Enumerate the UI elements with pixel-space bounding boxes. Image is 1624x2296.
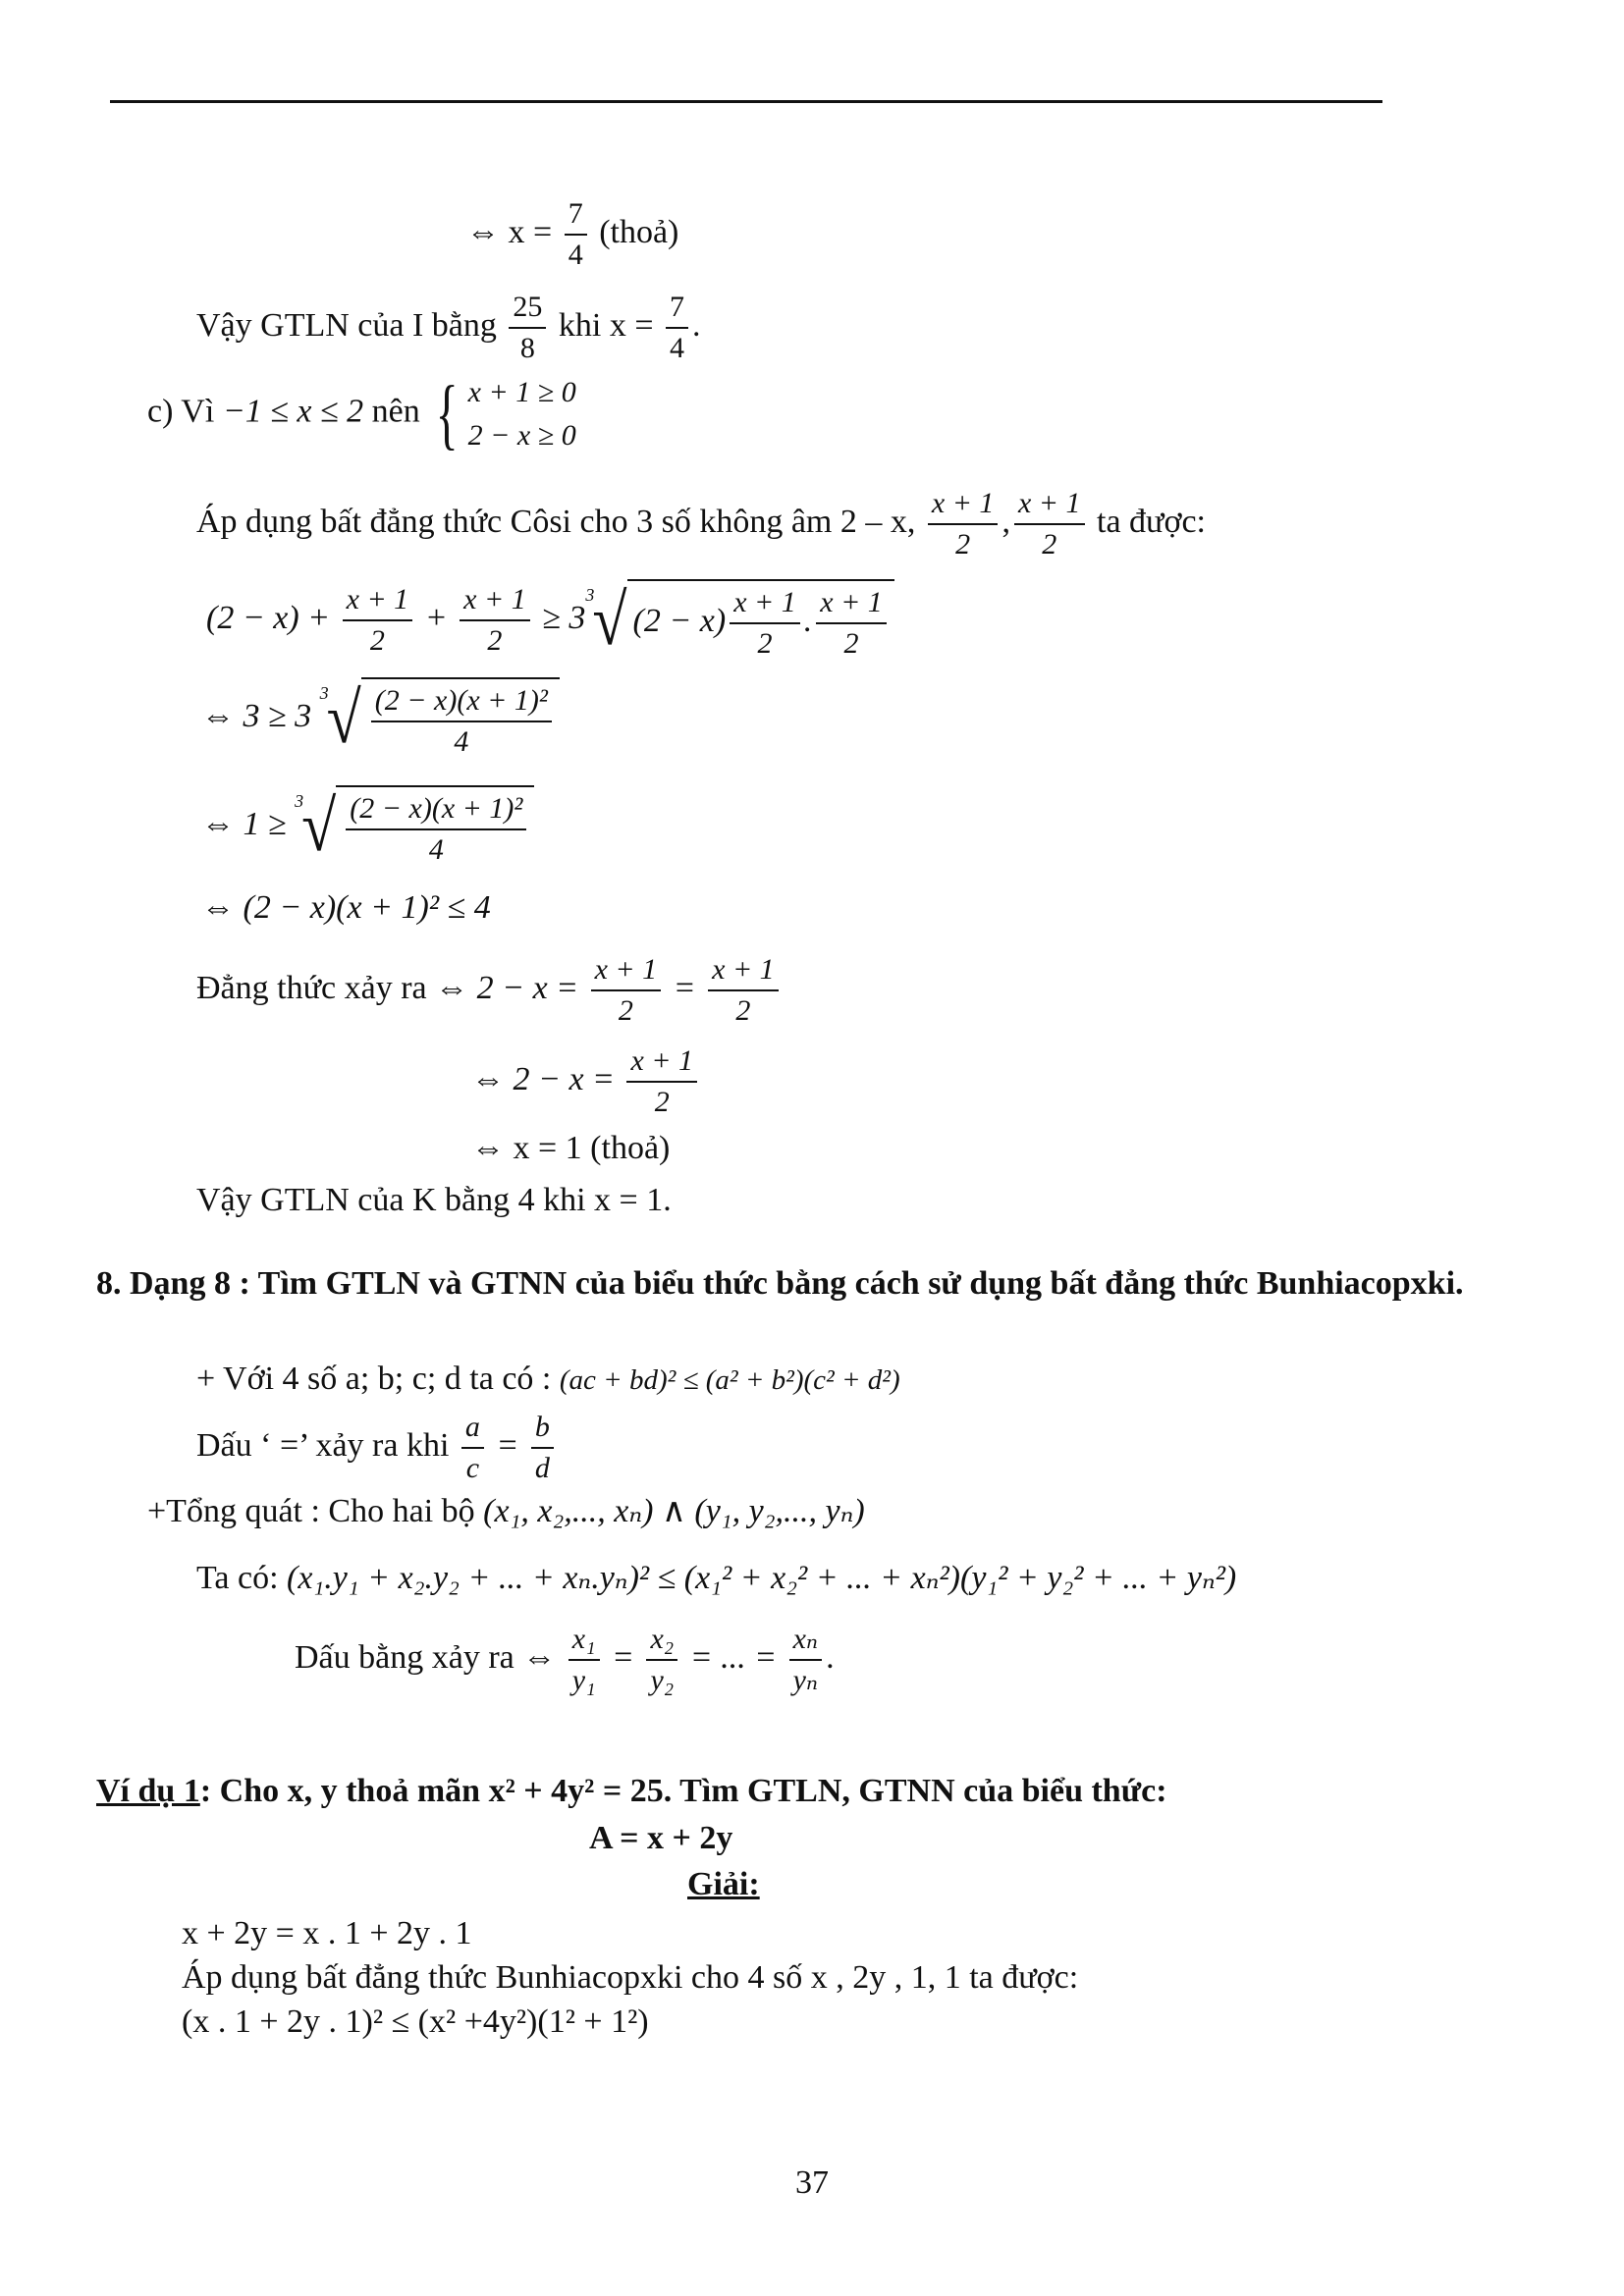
cube-root: [295, 785, 534, 868]
numerator: x + 1: [626, 1043, 697, 1083]
denominator: 2: [757, 627, 773, 660]
solution-line-1: [182, 1914, 472, 1952]
math: =: [603, 1638, 643, 1676]
line-x-equals-1: [471, 1129, 670, 1167]
denominator: y₁: [571, 1664, 596, 1696]
text: ,: [1001, 503, 1010, 540]
condition-1: x + 1 ≥ 0: [467, 376, 576, 408]
fraction: [708, 952, 779, 1029]
line-x-equals-7-4: [466, 196, 678, 273]
math: =: [487, 1426, 527, 1464]
denominator: 4: [568, 239, 583, 271]
fraction: [343, 582, 413, 659]
line-gtln-i: [196, 290, 701, 366]
text: (x . 1 + 2y . 1)² ≤ (x² +4y²)(1² + 1²): [182, 2003, 649, 2040]
math: ⇔ 2 − x =: [435, 969, 587, 1006]
math: (x₁, x₂,..., xₙ) ∧ (y₁, y₂,..., yₙ): [483, 1493, 865, 1529]
math: ⇔ 1 ≥: [201, 805, 296, 842]
text: Dấu bằng xảy ra ⇔: [295, 1638, 565, 1676]
text: Áp dụng bất đẳng thức Côsi cho 3 số không âm 2 – x,: [196, 503, 924, 540]
solution-line-2: [182, 1958, 1078, 1997]
line-equality-2: [471, 1043, 701, 1120]
system-brace: [428, 371, 575, 456]
numerator: b: [531, 1410, 554, 1449]
denominator: 2: [487, 624, 503, 657]
text: nên: [363, 393, 429, 430]
line-gtln-k: [196, 1181, 672, 1219]
text: khi x =: [550, 306, 663, 344]
numerator: x₁: [568, 1622, 600, 1661]
cube-root: [585, 579, 893, 662]
text: ⇔ x = 1 (thoả): [471, 1130, 671, 1166]
denominator: d: [534, 1452, 550, 1484]
fraction: [509, 290, 546, 366]
numerator: x + 1: [460, 582, 530, 621]
fraction: [730, 585, 800, 662]
line-equality-1: [196, 952, 783, 1029]
denominator: c: [465, 1452, 480, 1484]
fraction: [461, 1410, 484, 1486]
numerator: x₂: [646, 1622, 677, 1661]
numerator: x + 1: [928, 486, 999, 525]
line-general-inequality: [196, 1559, 1236, 1597]
solution-line-3: [182, 2002, 649, 2041]
numerator: x + 1: [816, 585, 887, 624]
numerator: a: [461, 1410, 484, 1449]
root-index: 3: [295, 791, 304, 811]
section-8-title: [96, 1264, 1557, 1305]
text: Đẳng thức xảy ra: [196, 969, 436, 1006]
denominator: 2: [843, 627, 859, 660]
denominator: 8: [519, 332, 535, 364]
line-cosi-inequality: [206, 579, 894, 662]
numerator: 7: [666, 290, 688, 329]
fraction: [1014, 486, 1085, 562]
math: .: [803, 602, 813, 639]
brace-symbol: {: [435, 370, 459, 457]
fraction: [531, 1410, 554, 1486]
fraction: [460, 582, 530, 659]
math: (x₁.y₁ + x₂.y₂ + ... + xₙ.yₙ)² ≤ (x₁² + x₂² + ... + xₙ²)(y₁² + y₂² + ... + yₙ²): [287, 1560, 1237, 1596]
line-general: [147, 1492, 865, 1530]
denominator: 2: [735, 994, 751, 1027]
numerator: 7: [565, 196, 587, 236]
denominator: 2: [1042, 528, 1057, 561]
line-equality-condition: [196, 1410, 558, 1486]
numerator: (2 − x)(x + 1)²: [371, 683, 552, 722]
math: (2 − x) +: [206, 599, 339, 636]
example-label: Ví dụ 1: [96, 1773, 200, 1809]
text: x + 2y = x . 1 + 2y . 1: [182, 1915, 472, 1951]
fraction: [568, 1622, 600, 1698]
denominator: 2: [955, 528, 971, 561]
denominator: 4: [454, 725, 469, 758]
example-1-statement: [96, 1772, 1167, 1810]
denominator: y₂: [650, 1664, 675, 1696]
denominator: 2: [618, 994, 633, 1027]
numerator: xₙ: [789, 1622, 822, 1661]
denominator: 2: [654, 1086, 670, 1118]
numerator: x + 1: [591, 952, 662, 991]
numerator: 25: [509, 290, 546, 329]
condition-2: 2 − x ≥ 0: [467, 418, 576, 452]
math: A = x + 2y: [589, 1820, 733, 1856]
math: ⇔ 3 ≥ 3: [201, 697, 320, 734]
line-bunhia-4: [196, 1360, 900, 1398]
text: .: [692, 306, 701, 344]
fraction: [928, 486, 999, 562]
math: (ac + bd)² ≤ (a² + b²)(c² + d²): [559, 1364, 900, 1396]
numerator: x + 1: [1014, 486, 1085, 525]
root-index: 3: [585, 585, 595, 605]
line-iff-3: [201, 677, 560, 760]
line-part-c: [147, 371, 576, 456]
example-expression: [589, 1819, 732, 1857]
fraction: [346, 791, 526, 868]
denominator: 4: [670, 332, 685, 364]
math: (2 − x): [632, 602, 727, 639]
line-general-equality: [295, 1622, 835, 1698]
text: .: [826, 1638, 835, 1676]
text: c) Vì: [147, 393, 223, 430]
denominator: 4: [428, 833, 444, 866]
page-number: 37: [795, 2164, 829, 2201]
math: −1 ≤ x ≤ 2: [222, 393, 364, 430]
fraction: [666, 290, 688, 366]
text: Dấu ‘ =’ xảy ra khi: [196, 1426, 458, 1464]
text: Vậy GTLN của I bằng: [196, 306, 506, 344]
math: ⇔ (2 − x)(x + 1)² ≤ 4: [201, 889, 491, 926]
line-iff-1: [201, 785, 534, 868]
text: +Tổng quát : Cho hai bộ: [147, 1493, 484, 1529]
radical-sign: √: [301, 785, 337, 867]
radical-sign: √: [326, 677, 361, 759]
fraction: [565, 196, 587, 273]
math: ⇔ 2 − x =: [471, 1060, 623, 1097]
fraction: [789, 1622, 822, 1698]
denominator: 2: [369, 624, 385, 657]
denominator: yₙ: [792, 1664, 819, 1696]
numerator: (2 − x)(x + 1)²: [346, 791, 526, 830]
text: Ta có:: [196, 1560, 288, 1596]
math: = ... =: [681, 1638, 785, 1676]
heading: Giải:: [687, 1866, 760, 1902]
cube-root: [320, 677, 560, 760]
line-iff-leq-4: [201, 888, 491, 927]
text: ⇔ x =: [466, 213, 561, 250]
fraction: [646, 1622, 677, 1698]
text: (thoả): [590, 213, 679, 250]
math: =: [665, 969, 705, 1006]
radical-sign: √: [592, 579, 627, 661]
header-rule: [110, 100, 1382, 103]
text: : Cho x, y thoả mãn x² + 4y² = 25. Tìm GTLN, GTNN của biểu thức:: [199, 1773, 1167, 1809]
root-index: 3: [319, 683, 329, 703]
text: Vậy GTLN của K bằng 4 khi x = 1.: [196, 1182, 672, 1218]
math: +: [416, 599, 457, 636]
math: ≥ 3: [533, 599, 586, 636]
numerator: x + 1: [730, 585, 800, 624]
fraction: [626, 1043, 697, 1120]
fraction: [591, 952, 662, 1029]
fraction: [816, 585, 887, 662]
line-cosi: [196, 486, 1206, 562]
numerator: x + 1: [708, 952, 779, 991]
fraction: [371, 683, 552, 760]
text: + Với 4 số a; b; c; d ta có :: [196, 1361, 560, 1397]
heading: 8. Dạng 8 : Tìm GTLN và GTNN của biểu thức bằng cách sử dụng bất đẳng thức Bunhiacopxki.: [96, 1265, 1464, 1302]
text: Áp dụng bất đẳng thức Bunhiacopxki cho 4 số x , 2y , 1, 1 ta được:: [182, 1959, 1079, 1996]
numerator: x + 1: [343, 582, 413, 621]
text: ta được:: [1088, 503, 1206, 540]
solution-heading: [687, 1865, 760, 1903]
